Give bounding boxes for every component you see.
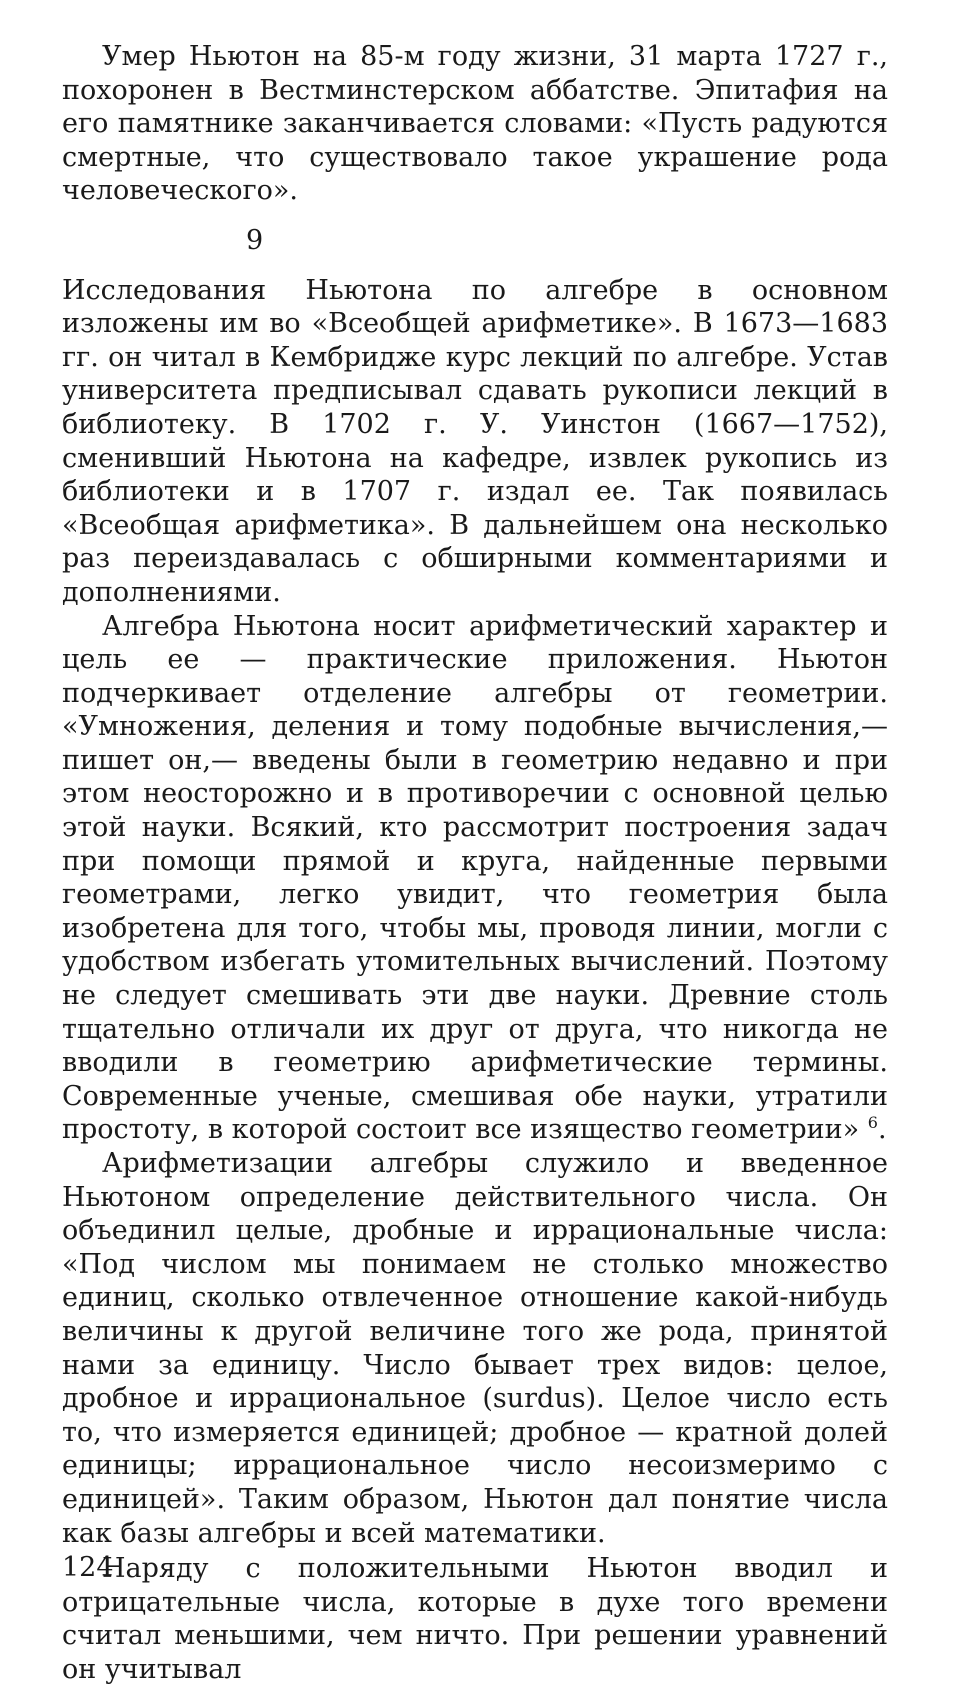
paragraph-negative-numbers: Наряду с положительными Ньютон вводил и отрицательные числа, которые в духе того времени считал меньшими, чем ничто. При решении уравнений он учитывал	[62, 1553, 888, 1685]
paragraph-algebra-character-text: Алгебра Ньютона носит арифметический характер и цель ее — практические приложения. Ньютон подчеркивает отделение алгебры от геометрии. «Умножения, деления и тому подобные вычисления,— пишет он,— введены были в геометрию недавно и при этом неосторожно и в противоречии с основной целью этой науки. Всякий, кто рассмотрит построения задач при помощи прямой и круга, найденные первыми геометрами, легко увидит, что геометрия была изобретена для того, чтобы мы, проводя линии, могли с удобством избегать утомительных вычислений. Поэтому не следует смешивать эти две науки. Древние столь тщательно отличали их друг от друга, что никогда не вводили в геометрию арифметические термины. Современные ученые, смешивая обе науки, утратили простоту, в которой состоит все изящество геометрии»	[62, 610, 888, 1146]
paragraph-real-number: Арифметизации алгебры служило и введенное Ньютоном определение действительного числа. Он объединил целые, дробные и иррациональные числа: «Под числом мы понимаем не столько множество единиц, сколько отвлеченное отношение какой-нибудь величины к другой величине того же рода, принятой нами за единицу. Число бывает трех видов: целое, дробное и иррациональное (surdus). Целое число есть то, что измеряется единицей; дробное — кратной долей единицы; иррациональное число несоизмеримо с единицей». Таким образом, Ньютон дал понятие числа как базы алгебры и всей математики.	[62, 1148, 888, 1549]
footnote-ref[interactable]: 6	[867, 1113, 878, 1133]
page-body	[62, 40, 888, 1687]
paragraph-universal-arithmetic: Исследования Ньютона по алгебре в основном изложены им во «Всеобщей арифметике». В 1673—1683 гг. он читал в Кембридже курс лекций по алгебре. Устав университета предписывал сдавать рукописи лекций в библиотеку. В 1702 г. У. Уинстон (1667—1752), сменивший Ньютона на кафедре, извлек рукопись из библиотеки и в 1707 г. издал ее. Так появилась «Всеобщая арифметика». В дальнейшем она несколько раз переиздавалась с обширными комментариями и дополнениями.	[62, 274, 888, 608]
footnote-ref-suffix: .	[877, 1114, 887, 1146]
paragraph-algebra-character	[62, 610, 888, 1148]
page-number: 124	[62, 1552, 114, 1583]
paragraph-epitaph: Умер Ньютон на 85-м году жизни, 31 марта 1727 г., похоронен в Вестминстерском аббатстве. Эпитафия на его памятнике заканчивается словами: «Пусть радуются смертные, что существовало такое украшение рода человеческого».	[62, 41, 888, 207]
section-number: 9	[246, 224, 264, 256]
